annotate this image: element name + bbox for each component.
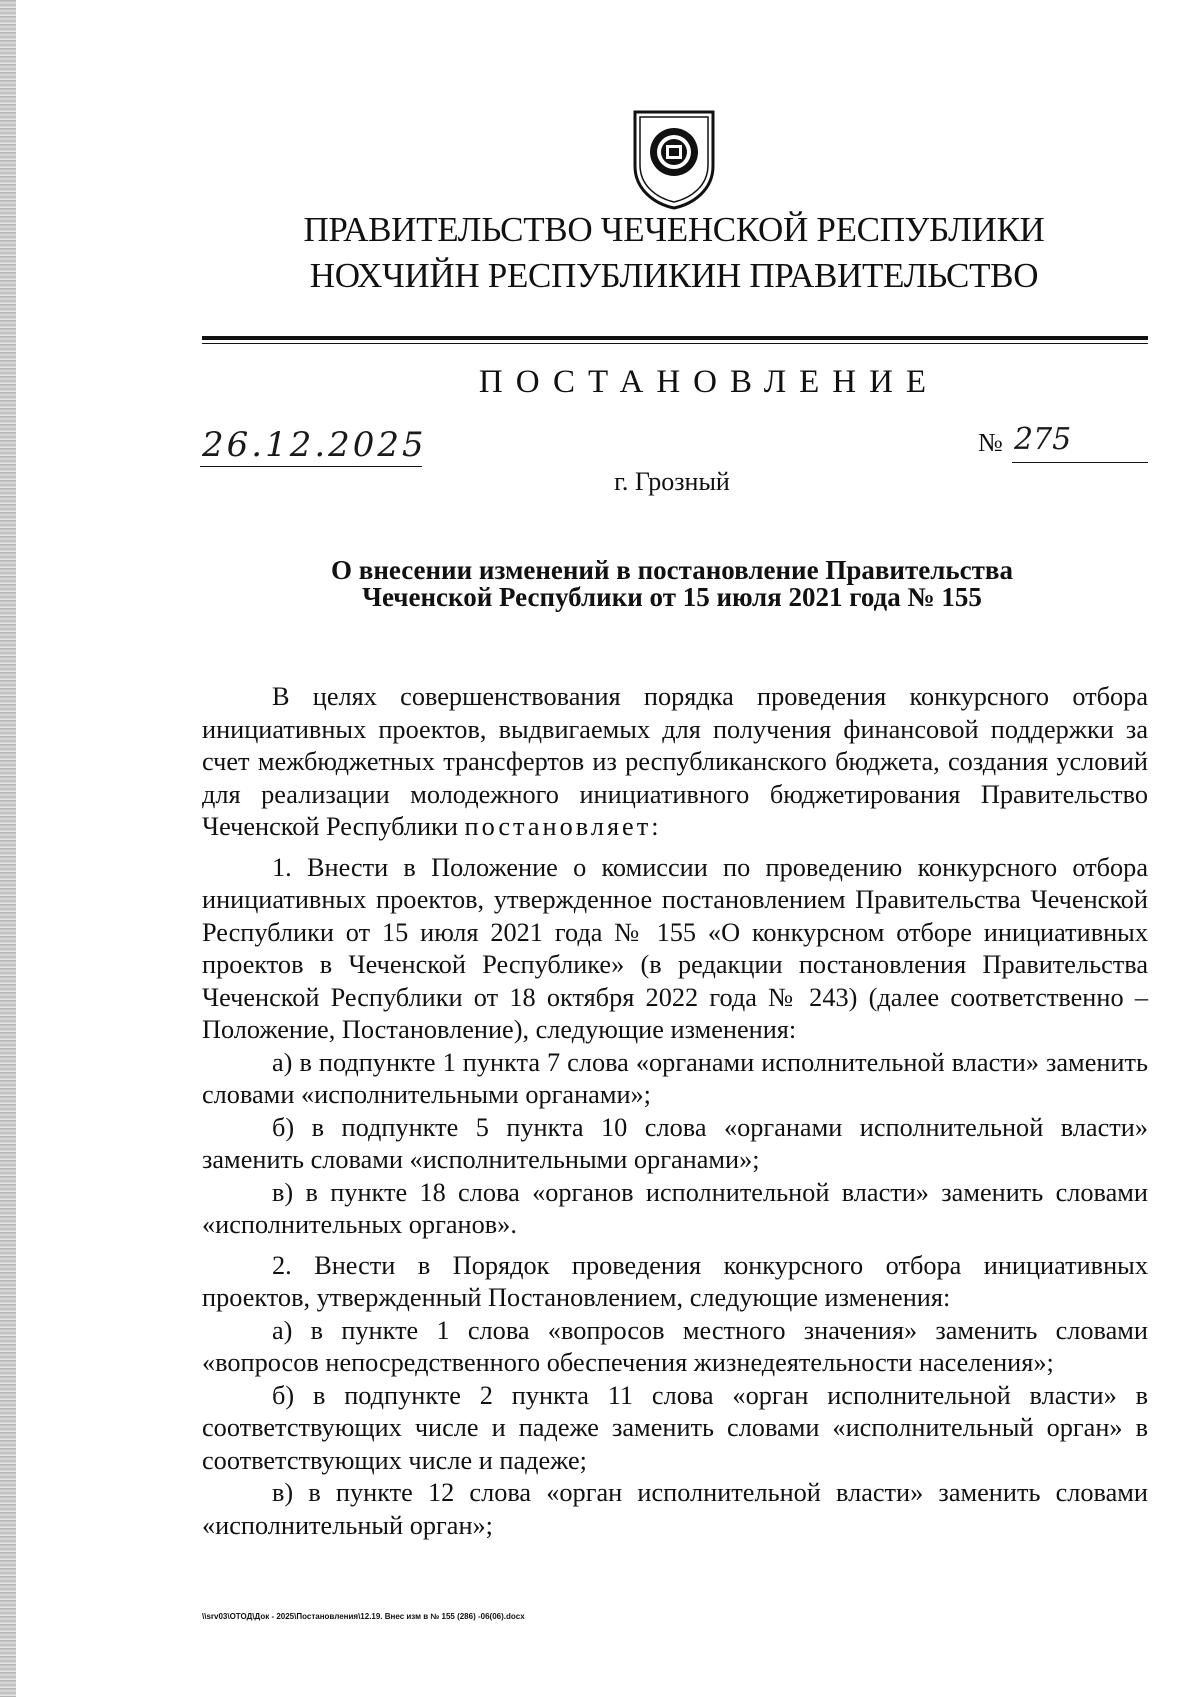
paragraph-2c: в) в пункте 12 слова «орган исполнительной власти» заменить словами «исполнительный орган»; [202,1478,1148,1540]
coat-of-arms-icon [631,108,717,210]
document-type: ПОСТАНОВЛЕНИЕ [478,364,940,400]
handwritten-number: 275 [1014,422,1072,457]
preamble-paragraph [202,681,1148,844]
paragraph-2b: б) в подпункте 2 пункта 11 слова «орган исполнительной власти» в соответствующих числе и падеже заменить словами «исполнительный орган» в соответствующих числе и падеже; [202,1380,1148,1475]
preamble-verb: постановляет: [464,812,662,841]
header-title-chechen: НОХЧИЙН РЕСПУБЛИКИН ПРАВИТЕЛЬСТВО [309,256,1039,295]
paragraph-2: 2. Внести в Порядок проведения конкурсного отбора инициативных проектов, утвержденный Постановлением, следующие изменения: [202,1250,1148,1312]
city: г. Грозный [614,467,730,496]
paragraph-1b: б) в подпункте 5 пункта 10 слова «органами исполнительной власти» заменить словами «исполнительными органами»; [202,1112,1148,1174]
header-rule-thick [202,336,1148,340]
preamble-text: В целях совершенствования порядка проведения конкурсного отбора инициативных проектов, выдвигаемых для получения финансовой поддержки за счет межбюджетных трансфертов из республиканского бюджета, создания условий для реализации молодежного инициативного бюджетирования Правительство Чеченской Республики [202,682,1148,841]
handwritten-date: 26.12.2025 [202,425,427,465]
number-underline [1012,462,1148,463]
paragraph-1a: а) в подпункте 1 пункта 7 слова «органами исполнительной власти» заменить словами «исполнительными органами»; [202,1047,1148,1109]
footer-file-path: \\srv03\ОТОД\Док - 2025\Постановления\12.19. Внес изм в № 155 (286) -06(06).docx [202,1612,525,1621]
document-title-line1: О внесении изменений в постановление Правительства [331,555,1013,585]
header-title-russian: ПРАВИТЕЛЬСТВО ЧЕЧЕНСКОЙ РЕСПУБЛИКИ [303,210,1045,249]
header-rule-thin [202,343,1148,344]
number-label: № [978,428,1003,457]
document-title-line2: Чеченской Республики от 15 июля 2021 года № 155 [362,582,982,612]
paragraph-1: 1. Внести в Положение о комиссии по проведению конкурсного отбора инициативных проектов, утвержденное постановлением Правительства Чеченской Республики от 15 июля 2021 года № 155 «О конкурсном отборе инициативных проектов в Чеченской Республике» (в редакции постановления Правительства Чеченской Республики от 18 октября 2022 года № 243) (далее соответственно – Положение, Постановление), следующие изменения: [202,852,1148,1044]
paragraph-2a: а) в пункте 1 слова «вопросов местного значения» заменить словами «вопросов непосредственного обеспечения жизнедеятельности населения»; [202,1315,1148,1377]
scan-edge-artifact [0,0,16,1697]
document-body [202,681,1148,1542]
paragraph-1c: в) в пункте 18 слова «органов исполнительной власти» заменить словами «исполнительных органов». [202,1177,1148,1239]
